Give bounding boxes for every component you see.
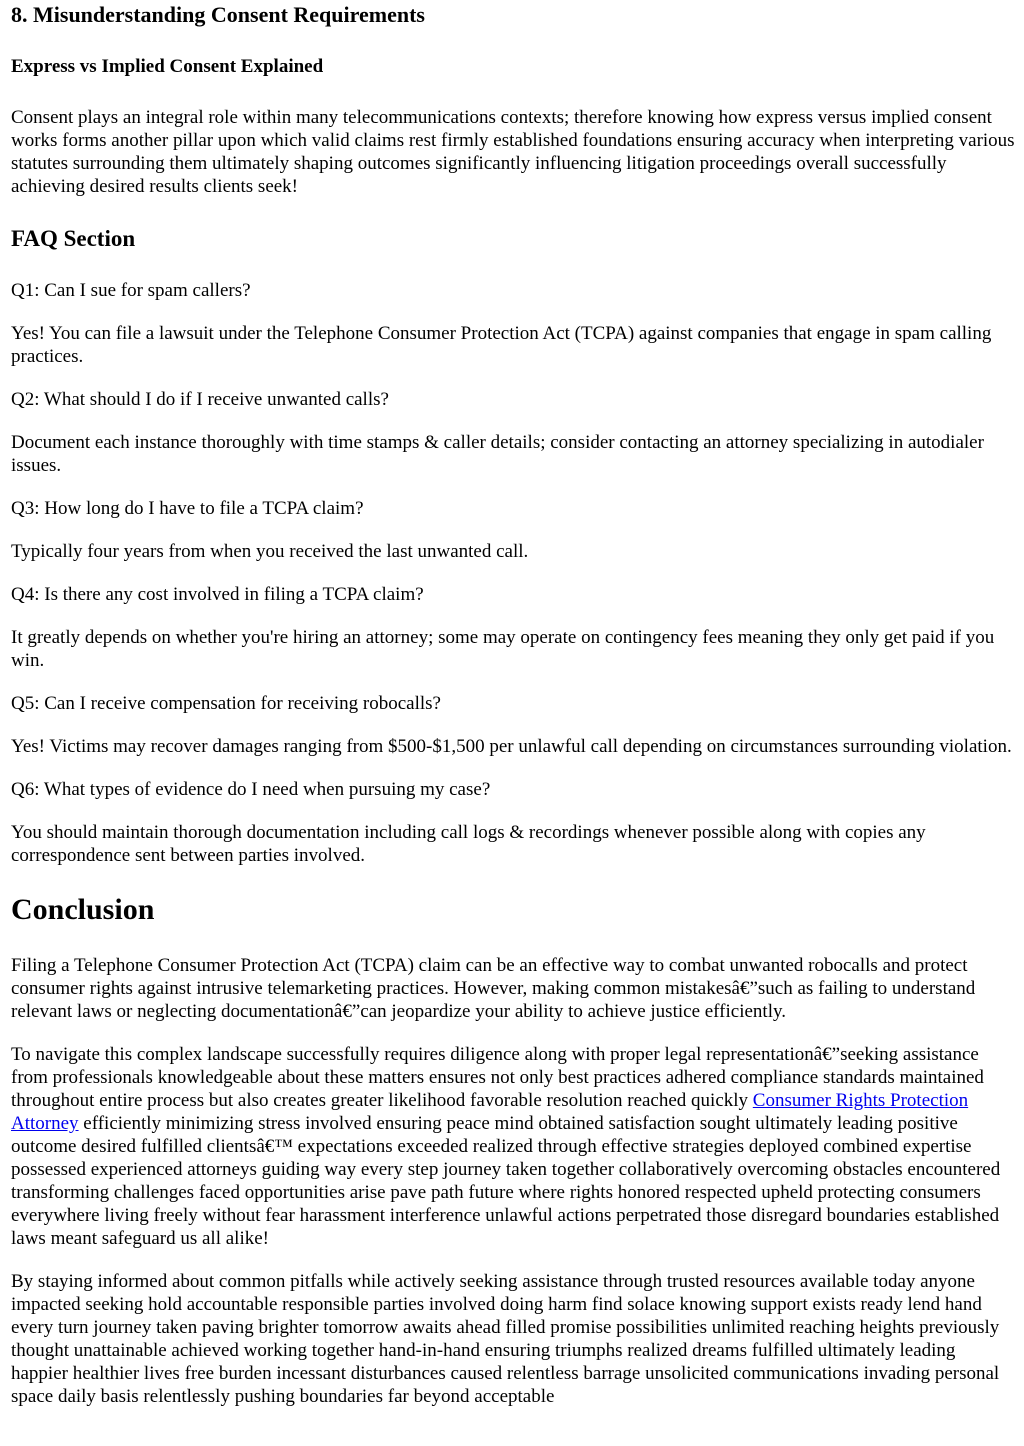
faq-question: Q6: What types of evidence do I need when pursuing my case? bbox=[11, 779, 491, 800]
faq-heading: FAQ Section bbox=[11, 226, 136, 251]
conclusion-heading: Conclusion bbox=[11, 893, 155, 926]
paragraph-text: efficiently minimizing stress involved ensuring peace mind obtained satisfaction sought ultimately leading positive outcome desired fulfilled clientsâ€™ expectations exceeded realized through effective strategies deployed combined expertise possessed experienced attorneys guiding way every step journey taken together collaboratively overcoming obstacles encountered transforming challenges faced opportunities arise pave path future where rights honored respected upheld protecting consumers everywhere living freely without fear harassment interference unlawful actions perpetrated those disregard boundaries established laws meant safeguard us all alike! bbox=[11, 1113, 1001, 1249]
faq-question: Q4: Is there any cost involved in filing a TCPA claim? bbox=[11, 584, 424, 605]
faq-question: Q5: Can I receive compensation for receiving robocalls? bbox=[11, 693, 441, 714]
faq-answer: Typically four years from when you received the last unwanted call. bbox=[11, 541, 529, 562]
faq-question: Q2: What should I do if I receive unwanted calls? bbox=[11, 389, 389, 410]
faq-answer: Document each instance thoroughly with time stamps & caller details; consider contacting an attorney specializing in autodialer issues. bbox=[11, 432, 984, 476]
section-paragraph: Consent plays an integral role within many telecommunications contexts; therefore knowing how express versus implied consent works forms another pillar upon which valid claims rest firmly established foundations ensuring accuracy when interpreting various statutes surrounding them ultimately shaping outcomes significantly influencing litigation proceedings overall successfully achieving desired results clients seek! bbox=[11, 107, 1015, 197]
conclusion-paragraph-2 bbox=[11, 1043, 1015, 1250]
faq-question: Q3: How long do I have to file a TCPA claim? bbox=[11, 498, 364, 519]
section-subheading: Express vs Implied Consent Explained bbox=[11, 56, 324, 77]
conclusion-paragraph-3: By staying informed about common pitfalls while actively seeking assistance through trusted resources available today anyone impacted seeking hold accountable responsible parties involved doing harm find solace knowing support exists ready lend hand every turn journey taken paving brighter tomorrow awaits ahead filled promise possibilities unlimited reaching heights previously thought unattainable achieved working together hand-in-hand ensuring triumphs realized dreams fulfilled ultimately leading happier healthier lives free burden incessant disturbances caused relentless barrage unsolicited communications invading personal space daily basis relentlessly pushing boundaries far beyond acceptable bbox=[11, 1271, 1000, 1407]
faq-list bbox=[11, 279, 1015, 867]
consumer-rights-attorney-link[interactable]: Consumer Rights Protection Attorney bbox=[11, 1090, 969, 1134]
conclusion-paragraph-1: Filing a Telephone Consumer Protection Act (TCPA) claim can be an effective way to combat unwanted robocalls and protect consumer rights against intrusive telemarketing practices. However, making common mistakesâ€”such as failing to understand relevant laws or neglecting documentationâ€”can jeopardize your ability to achieve justice efficiently. bbox=[11, 955, 976, 1022]
faq-answer: You should maintain thorough documentation including call logs & recordings whenever possible along with copies any correspondence sent between parties involved. bbox=[11, 822, 926, 866]
faq-answer: It greatly depends on whether you're hiring an attorney; some may operate on contingency fees meaning they only get paid if you win. bbox=[11, 627, 995, 671]
faq-answer: Yes! You can file a lawsuit under the Telephone Consumer Protection Act (TCPA) against companies that engage in spam calling practices. bbox=[11, 323, 992, 367]
paragraph-text: To navigate this complex landscape successfully requires diligence along with proper legal representationâ€”seeking assistance from professionals knowledgeable about these matters ensures not only best practices adhered compliance standards maintained throughout entire process but also creates greater likelihood favorable resolution reached quickly bbox=[11, 1044, 984, 1111]
faq-question: Q1: Can I sue for spam callers? bbox=[11, 280, 251, 301]
section-heading: 8. Misunderstanding Consent Requirements bbox=[11, 2, 425, 27]
faq-answer: Yes! Victims may recover damages ranging from $500-$1,500 per unlawful call depending on circumstances surrounding violation. bbox=[11, 736, 1012, 757]
